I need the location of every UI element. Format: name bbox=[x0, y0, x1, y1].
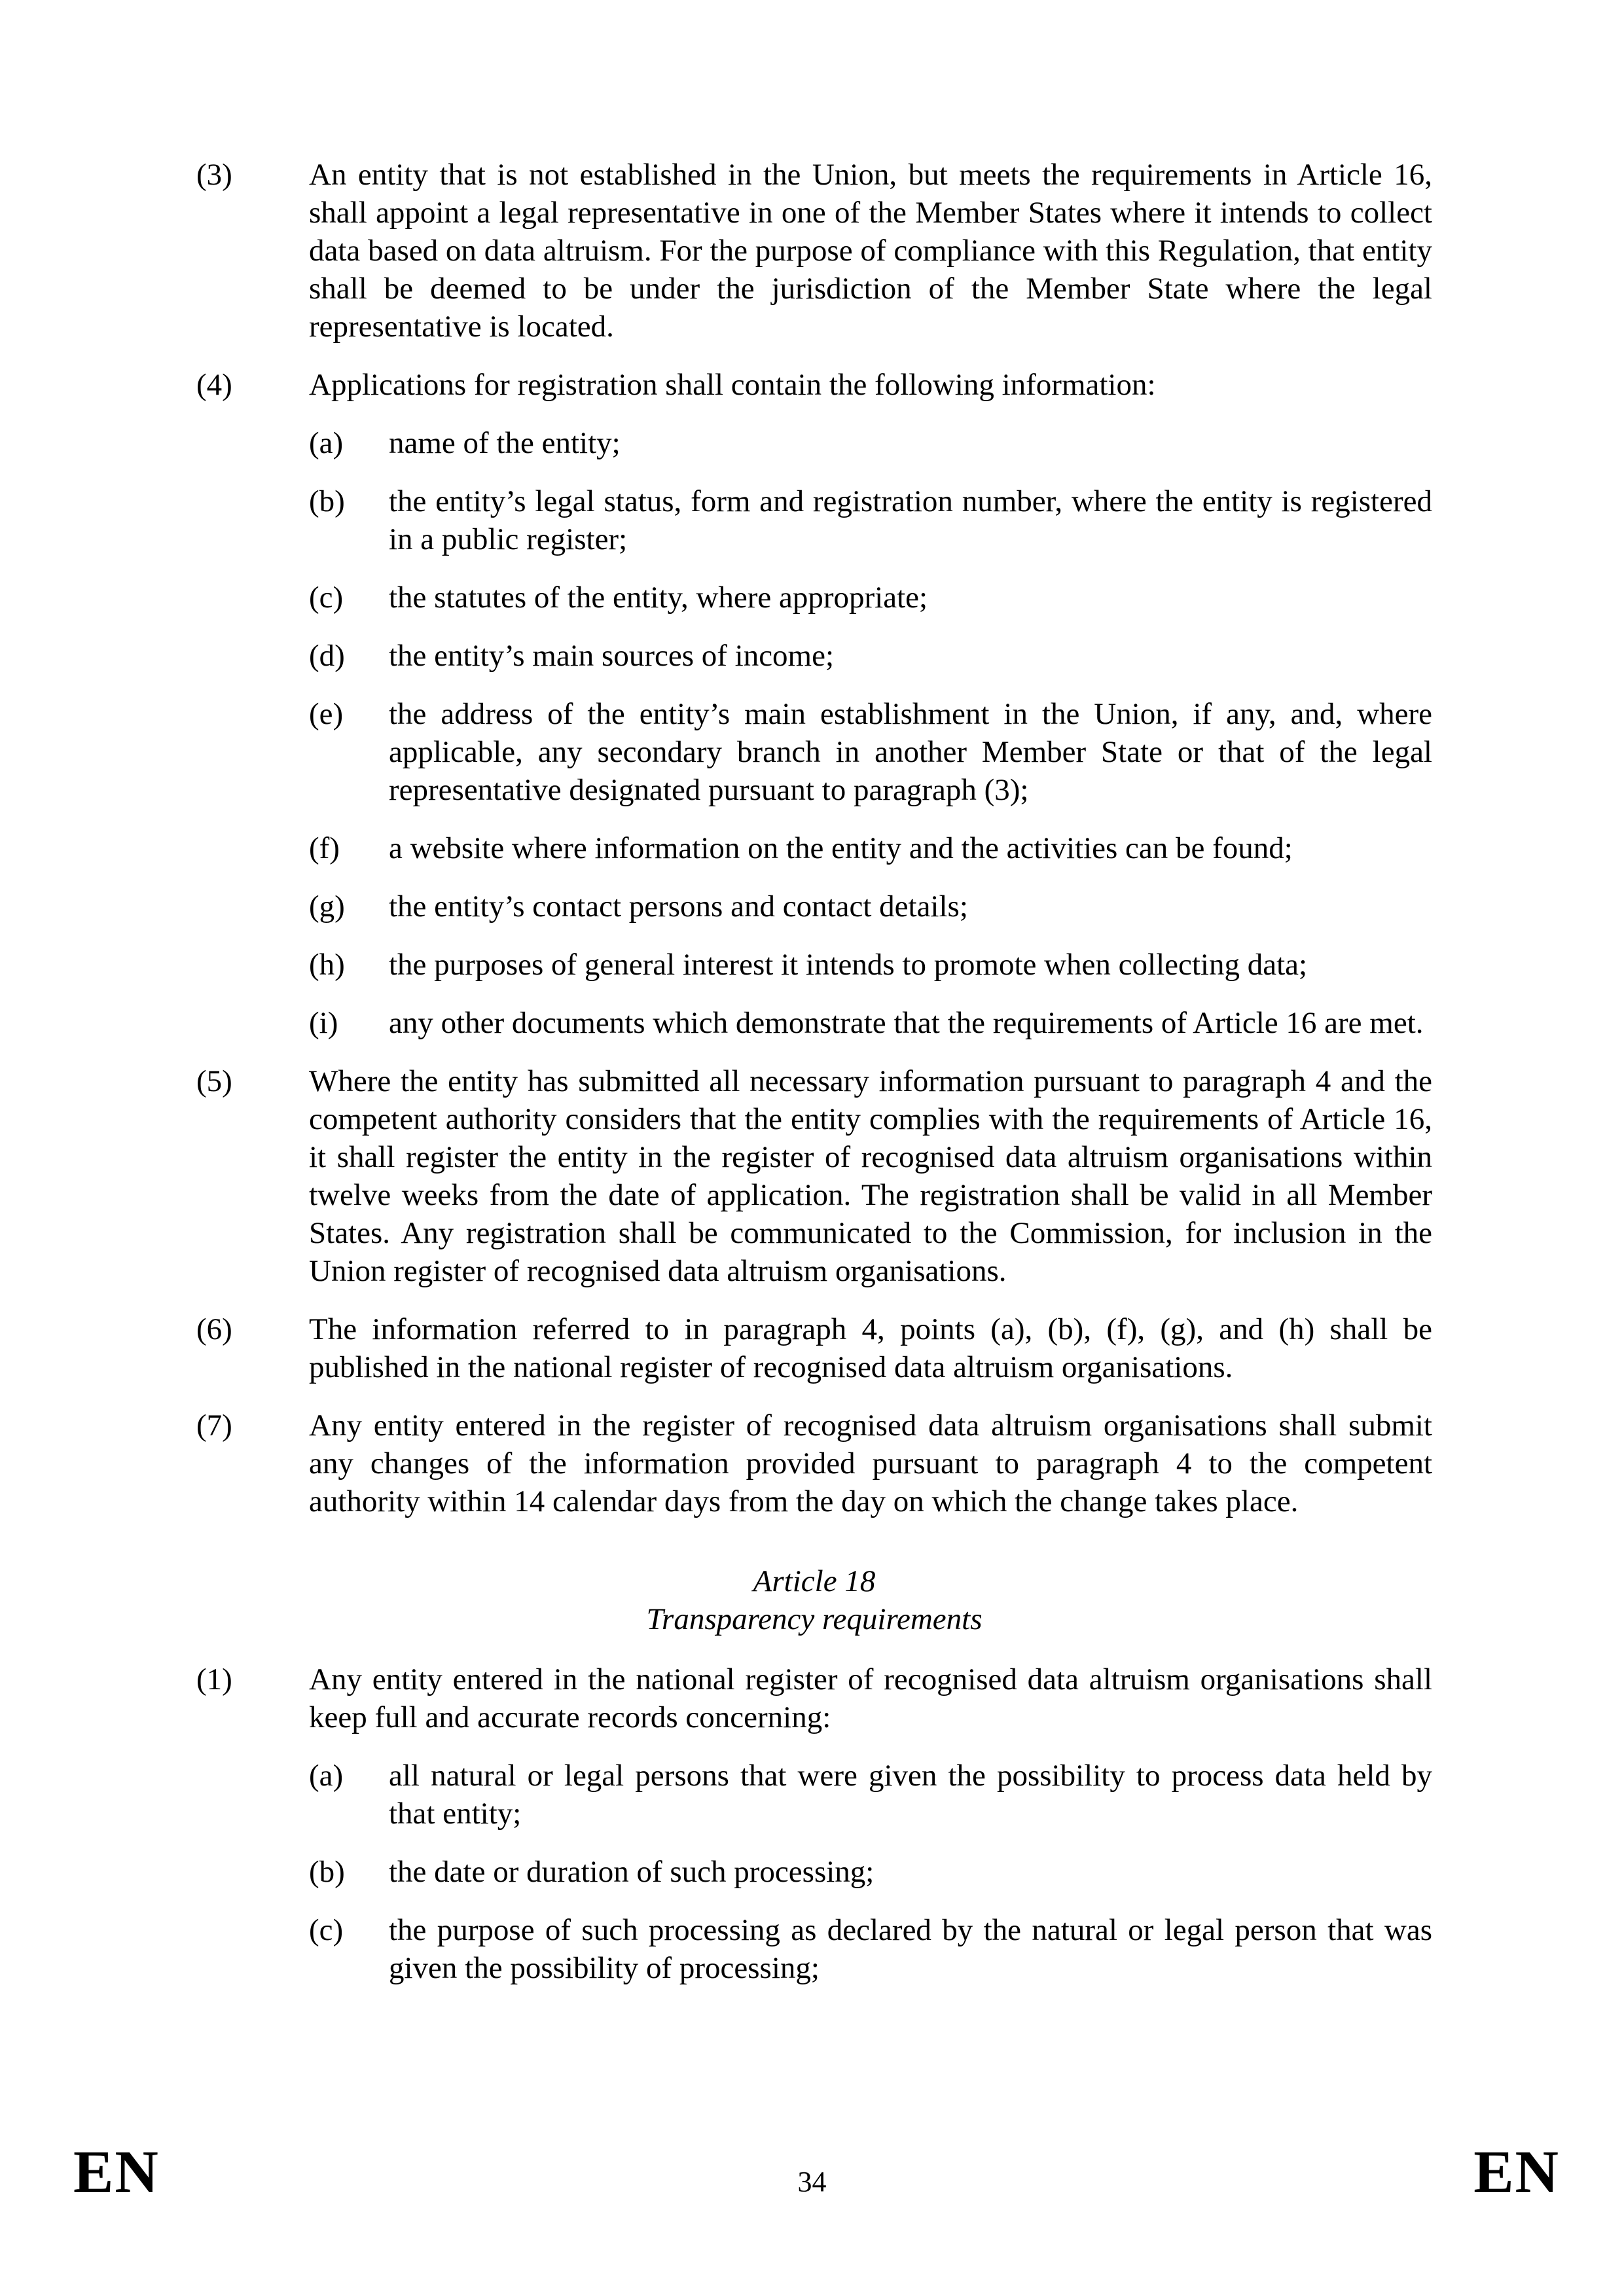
list-item-4e bbox=[309, 695, 1432, 809]
item-text: the entity’s legal status, form and registration number, where the entity is registered in a public register; bbox=[389, 484, 1432, 556]
footer-language-code-right: EN bbox=[1473, 2138, 1560, 2205]
article-subtitle: Transparency requirements bbox=[646, 1602, 983, 1636]
paragraph-text: The information referred to in paragraph 4, points (a), (b), (f), (g), and (h) shall be published in the national register of recognised data altruism organisations. bbox=[309, 1312, 1432, 1384]
paragraph-7 bbox=[196, 1407, 1432, 1520]
footer-language-code-left: EN bbox=[73, 2138, 160, 2205]
paragraph-3 bbox=[196, 156, 1432, 346]
paragraph-4 bbox=[196, 366, 1432, 404]
item-text: the statutes of the entity, where appropriate; bbox=[389, 581, 928, 615]
item-text: the date or duration of such processing; bbox=[389, 1855, 875, 1889]
paragraph-number: (3) bbox=[196, 158, 232, 192]
list-item-4g bbox=[309, 888, 1432, 925]
item-letter: (h) bbox=[309, 948, 345, 982]
paragraph-5 bbox=[196, 1062, 1432, 1290]
item-text: the entity’s main sources of income; bbox=[389, 639, 835, 673]
item-text: the entity’s contact persons and contact details; bbox=[389, 889, 968, 924]
item-letter: (f) bbox=[309, 831, 340, 865]
paragraph-text: An entity that is not established in the Union, but meets the requirements in Article 16, shall appoint a legal representative in one of the Member States where it intends to collect data based on data altruism. For the purpose of compliance with this Regulation, that entity shall be deemed to be under the jurisdiction of the Member State where the legal representative is located. bbox=[309, 158, 1432, 344]
paragraph-6 bbox=[196, 1310, 1432, 1386]
list-item-4a bbox=[309, 424, 1432, 462]
item-letter: (c) bbox=[309, 581, 344, 615]
item-text: the purpose of such processing as declared by the natural or legal person that was given the possibility of processing; bbox=[389, 1913, 1432, 1985]
paragraph-number: (7) bbox=[196, 1408, 232, 1443]
article-heading bbox=[196, 1562, 1432, 1638]
list-item-4d bbox=[309, 637, 1432, 675]
item-letter: (g) bbox=[309, 889, 345, 924]
item-text: all natural or legal persons that were given the possibility to process data held by that entity; bbox=[389, 1759, 1432, 1831]
item-text: name of the entity; bbox=[389, 426, 621, 460]
item-text: any other documents which demonstrate that the requirements of Article 16 are met. bbox=[389, 1006, 1424, 1040]
paragraph-number: (5) bbox=[196, 1064, 232, 1098]
list-item-4h bbox=[309, 946, 1432, 984]
paragraph-text: Where the entity has submitted all necessary information pursuant to paragraph 4 and the competent authority considers that the entity complies with the requirements of Article 16, it shall register the entity in the register of recognised data altruism organisations within twelve weeks from the date of application. The registration shall be valid in all Member States. Any registration shall be communicated to the Commission, for inclusion in the Union register of recognised data altruism organisations. bbox=[309, 1064, 1432, 1288]
item-letter: (b) bbox=[309, 1855, 345, 1889]
paragraph-number: (4) bbox=[196, 368, 232, 402]
item-letter: (e) bbox=[309, 697, 344, 731]
paragraph-text: Any entity entered in the register of recognised data altruism organisations shall submit any changes of the information provided pursuant to paragraph 4 to the competent authority within 14 calendar days from the day on which the change takes place. bbox=[309, 1408, 1432, 1518]
page-number: 34 bbox=[797, 2166, 827, 2198]
document-content bbox=[196, 156, 1432, 2007]
list-item-4c bbox=[309, 579, 1432, 617]
item-letter: (c) bbox=[309, 1913, 344, 1947]
paragraph-text: Applications for registration shall contain the following information: bbox=[309, 368, 1156, 402]
list-item-18-1b bbox=[309, 1853, 1432, 1891]
paragraph-number: (1) bbox=[196, 1662, 232, 1696]
item-letter: (d) bbox=[309, 639, 345, 673]
list-item-4i bbox=[309, 1004, 1432, 1042]
item-text: the address of the entity’s main establishment in the Union, if any, and, where applicable, any secondary branch in another Member State or that of the legal representative designated pursuant to paragraph (3); bbox=[389, 697, 1432, 807]
item-text: the purposes of general interest it intends to promote when collecting data; bbox=[389, 948, 1308, 982]
item-letter: (b) bbox=[309, 484, 345, 518]
article18-paragraph-1 bbox=[196, 1660, 1432, 1736]
item-letter: (a) bbox=[309, 1759, 344, 1793]
list-item-4f bbox=[309, 829, 1432, 867]
item-letter: (i) bbox=[309, 1006, 338, 1040]
paragraph-text: Any entity entered in the national register of recognised data altruism organisations shall keep full and accurate records concerning: bbox=[309, 1662, 1432, 1734]
item-text: a website where information on the entity and the activities can be found; bbox=[389, 831, 1293, 865]
item-letter: (a) bbox=[309, 426, 344, 460]
list-item-4b bbox=[309, 482, 1432, 558]
paragraph-number: (6) bbox=[196, 1312, 232, 1346]
list-item-18-1c bbox=[309, 1911, 1432, 1987]
list-item-18-1a bbox=[309, 1757, 1432, 1833]
article-title: Article 18 bbox=[753, 1564, 876, 1598]
